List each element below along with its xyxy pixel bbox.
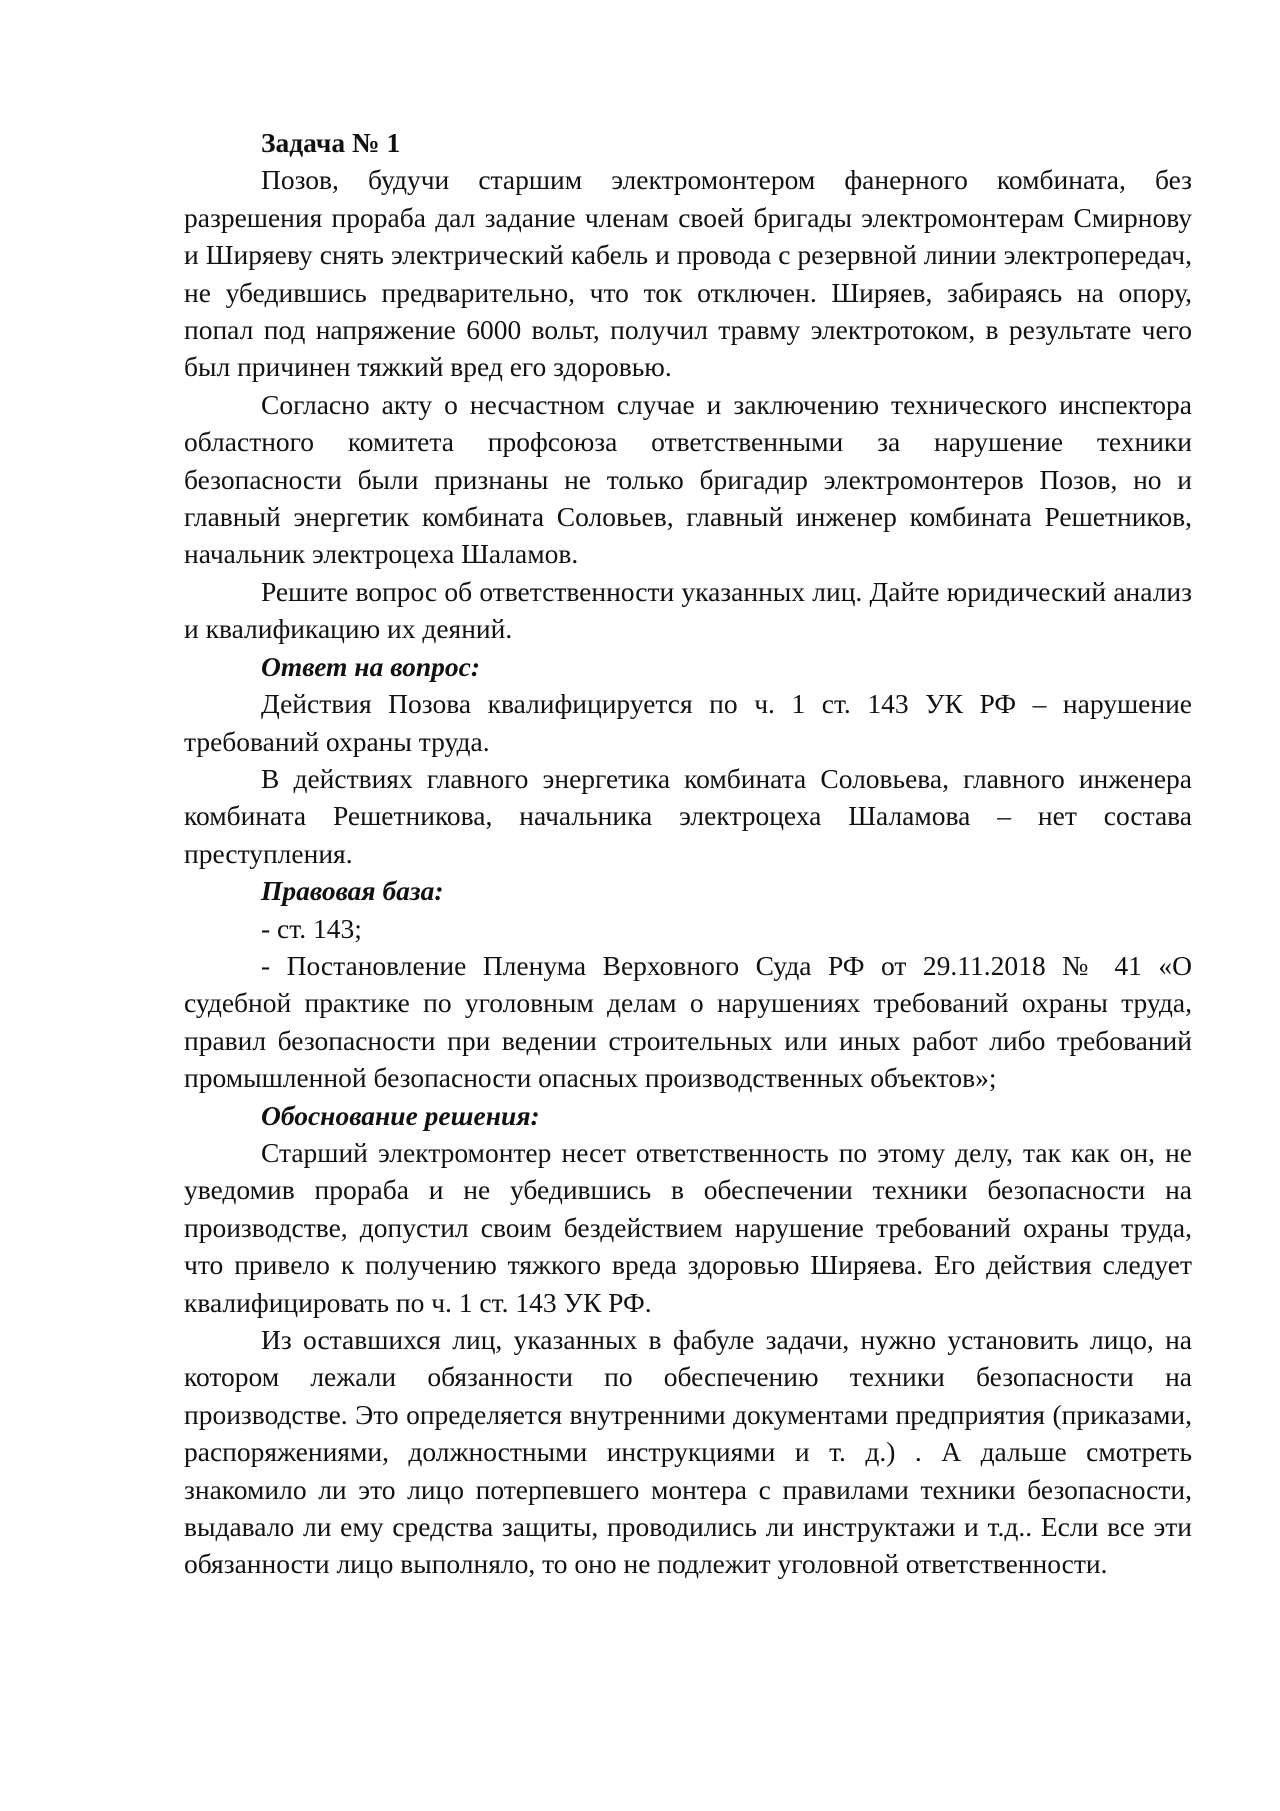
legal-basis-item-1: - ст. 143; xyxy=(261,912,362,944)
legal-basis-item-2: - Постановление Пленума Верховного Суда РФ от 29.11.2018 № 41 «О судебной практике по уголовным делам о нарушениях требований охраны труда, правил безопасности при ведении строительных или иных работ либо требований промышленной безопасности опасных производственных объектов»; xyxy=(184,949,1192,1094)
answer-paragraph-2: В действиях главного энергетика комбината Соловьева, главного инженера комбината Решетникова, начальника электроцеха Шаламова – нет состава преступления. xyxy=(184,762,1192,869)
document-page xyxy=(184,124,1192,1583)
document-title: Задача № 1 xyxy=(261,127,401,158)
answer-heading: Ответ на вопрос: xyxy=(261,650,481,682)
task-paragraph-3: Решите вопрос об ответственности указанных лиц. Дайте юридический анализ и квалификацию их деяний. xyxy=(184,575,1192,645)
task-paragraph-1: Позов, будучи старшим электромонтером фанерного комбината, без разрешения прораба дал задание членам своей бригады электромонтерам Смирнову и Ширяеву снять электрический кабель и провода с резервной линии электропередач, не убедившись предварительно, что ток отключен. Ширяев, забираясь на опору, попал под напряжение 6000 вольт, получил травму электротоком, в результате чего был причинен тяжкий вред его здоровью. xyxy=(184,164,1192,383)
justification-heading: Обоснование решения: xyxy=(261,1099,540,1131)
justification-paragraph-1: Старший электромонтер несет ответственность по этому делу, так как он, не уведомив прораба и не убедившись в обеспечении техники безопасности на производстве, допустил своим бездействием нарушение требований охраны труда, что привело к получению тяжкого вреда здоровью Ширяева. Его действия следует квалифицировать по ч. 1 ст. 143 УК РФ. xyxy=(184,1136,1192,1318)
legal-basis-heading: Правовая база: xyxy=(261,875,444,907)
justification-paragraph-2: Из оставшихся лиц, указанных в фабуле задачи, нужно установить лицо, на котором лежали обязанности по обеспечению техники безопасности на производстве. Это определяется внутренними документами предприятия (приказами, распоряжениями, должностными инструкциями и т. д.) . А дальше смотреть знакомило ли это лицо потерпевшего монтера с правилами техники безопасности, выдавало ли ему средства защиты, проводились ли инструктажи и т.д.. Если все эти обязанности лицо выполняло, то оно не подлежит уголовной ответственности. xyxy=(184,1324,1192,1580)
task-paragraph-2: Согласно акту о несчастном случае и заключению технического инспектора областного комитета профсоюза ответственными за нарушение техники безопасности были признаны не только бригадир электромонтеров Позов, но и главный энергетик комбината Соловьев, главный инженер комбината Решетников, начальник электроцеха Шаламов. xyxy=(184,388,1192,570)
answer-paragraph-1: Действия Позова квалифицируется по ч. 1 ст. 143 УК РФ – нарушение требований охраны труда. xyxy=(184,688,1192,757)
